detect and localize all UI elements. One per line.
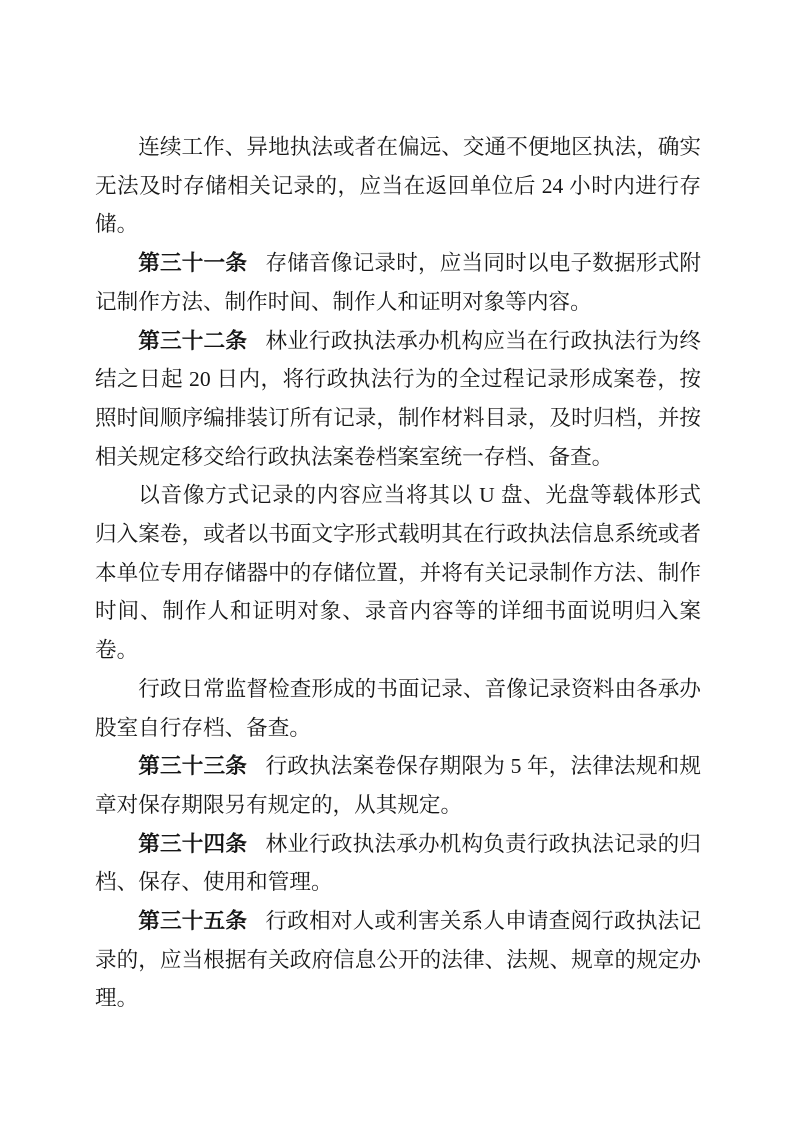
paragraph-text: 行政日常监督检查形成的书面记录、音像记录资料由各承办股室自行存档、备查。 [95,676,701,740]
document-body [95,128,701,1018]
paragraph [95,128,701,244]
paragraph-article-31 [95,244,701,321]
paragraph-text: 行政执法案卷保存期限为 5 年，法律法规和规章对保存期限另有规定的，从其规定。 [95,754,701,817]
article-number: 第三十五条 [138,909,248,934]
paragraph-article-32 [95,322,701,477]
paragraph-article-33 [95,747,701,824]
article-number: 第三十一条 [138,251,248,276]
article-number: 第三十三条 [138,754,248,779]
paragraph-text: 行政相对人或利害关系人申请查阅行政执法记录的，应当根据有关政府信息公开的法律、法规、规章的规定办理。 [95,909,701,1011]
article-number: 第三十二条 [138,328,248,353]
paragraph-text: 以音像方式记录的内容应当将其以 U 盘、光盘等载体形式归入案卷，或者以书面文字形式载明其在行政执法信息系统或者本单位专用存储器中的存储位置，并将有关记录制作方法、制作时间、制作人和证明对象、录音内容等的详细书面说明归入案卷。 [95,483,701,663]
paragraph-text: 林业行政执法承办机构应当在行政执法行为终结之日起 20 日内，将行政执法行为的全过程记录形成案卷，按照时间顺序编排装订所有记录，制作材料目录，及时归档，并按相关规定移交给行政执法案卷档案室统一存档、备查。 [95,328,701,469]
paragraph-text: 连续工作、异地执法或者在偏远、交通不便地区执法，确实无法及时存储相关记录的，应当在返回单位后 24 小时内进行存储。 [95,135,701,237]
paragraph-text: 林业行政执法承办机构负责行政执法记录的归档、保存、使用和管理。 [95,831,701,895]
paragraph-article-35 [95,902,701,1018]
paragraph [95,476,701,670]
paragraph [95,670,701,747]
paragraph-article-34 [95,825,701,902]
article-number: 第三十四条 [138,831,248,856]
paragraph-text: 存储音像记录时，应当同时以电子数据形式附记制作方法、制作时间、制作人和证明对象等内容。 [95,251,701,314]
